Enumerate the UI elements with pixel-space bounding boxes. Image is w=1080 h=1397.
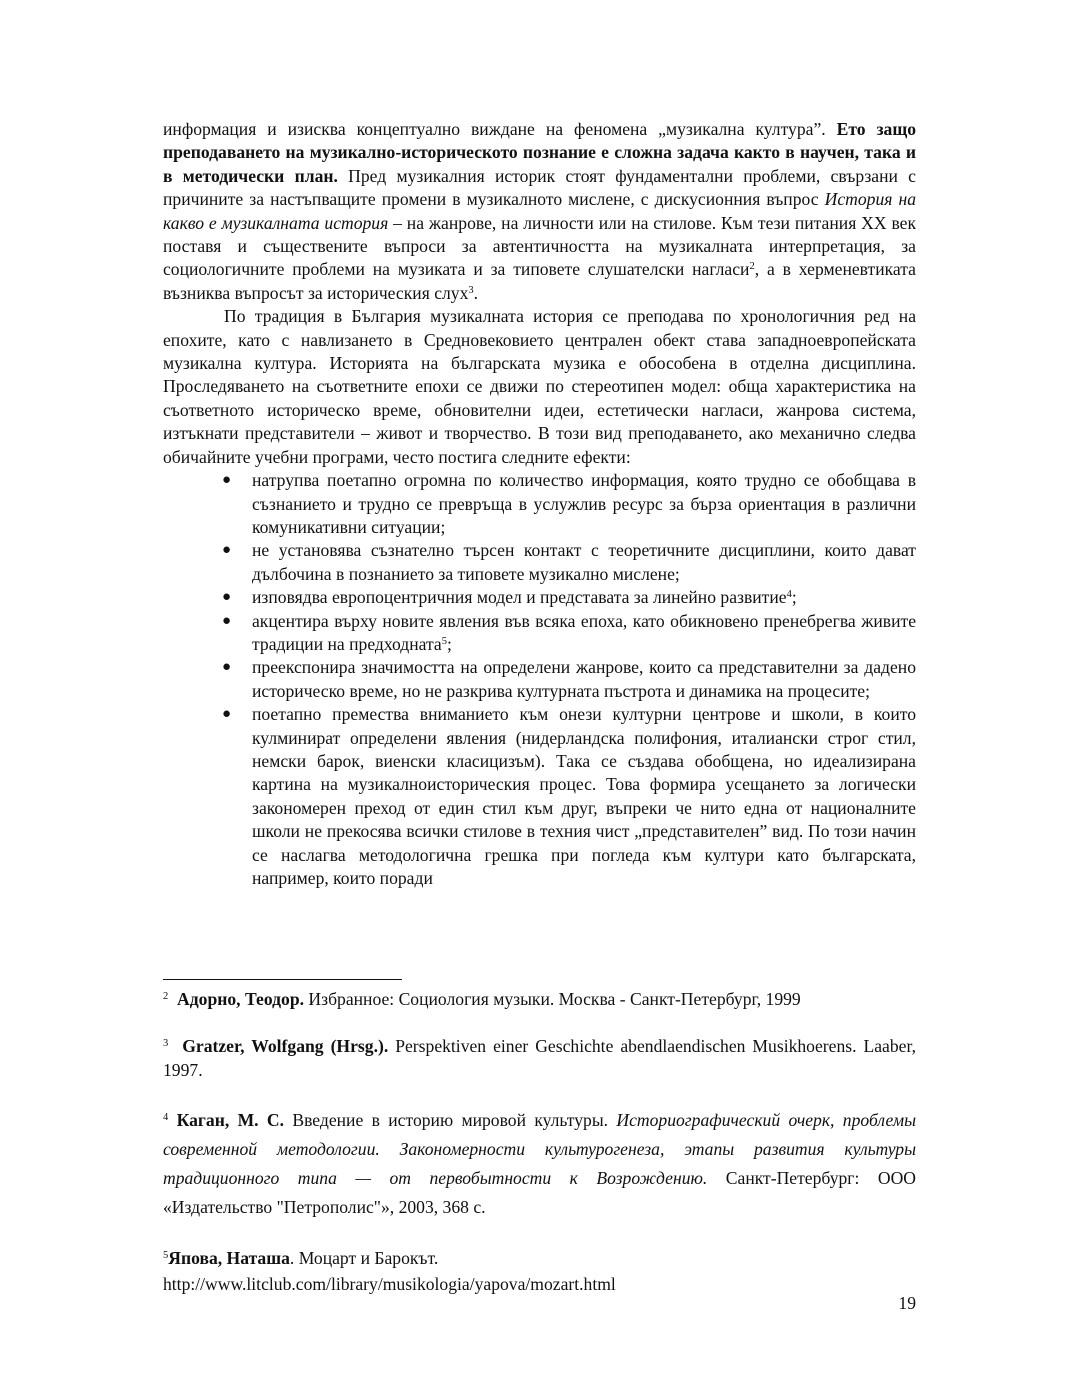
list-item: ● не установява съзнателно търсен контакт с теоретичните дисциплини, които дават дълбочина в познанието за типовете музикално мислене; [222, 540, 916, 584]
footnote-ref-3[interactable]: 3 [468, 284, 474, 296]
paragraph-1: информация и изисква концептуално виждане на феномена „музикална култура”. Ето защо преподаването на музикално-историческото познание е сложна задача както в научен, така и в методически план. Пред музикалния историк стоят фундаментални проблеми, свързани с причините за настъпващите промени в музикалното мислене, с дискусионния въпрос История на какво е музикалната история – на жанрове, на личности или на стилове. Към тези питания XX век поставя и съществените въпроси за автентичността на музикалната интерпретация, за социологичните проблеми на музиката и за типовете слушателски нагласи$^2$, а в херменевтиката възниква въпросът за историческия слух$^3$. [163, 119, 916, 303]
footnote-3: $^3$ Gratzer, Wolfgang (Hrsg.). Perspektiven einer Geschichte abendlaendischen Musikhoerens. Laaber, 1997. [163, 1036, 916, 1080]
footnote-divider [163, 979, 402, 980]
list-item: ● акцентира върху новите явления във всяка епоха, като обикновено пренебрегва живите традиции на предходната$^5$; [222, 610, 916, 654]
effects-list [163, 469, 916, 890]
bullet-icon: ● [222, 706, 232, 723]
list-item: ● натрупва поетапно огромна по количество информация, която трудно се обобщава в съзнанието и трудно се превръща в услужлив ресурс за бърза ориентация в различни комуникативни ситуации; [222, 470, 916, 537]
list-item: ● изповядва европоцентричния модел и представата за линейно развитие$^4$; [252, 586, 916, 609]
page-number: 19 [898, 1293, 916, 1313]
bullet-icon: ● [222, 472, 232, 489]
bullet-icon: ● [222, 589, 232, 606]
footnotes [163, 988, 916, 1297]
main-text [163, 118, 916, 890]
footnote-ref-2[interactable]: 2 [749, 261, 755, 273]
paragraph-2: По традиция в България музикалната история се преподава по хронологичния ред на епохите, като с навлизането в Средновековието централен обект става западноевропейската музикална култура. Историята на българската музика е обособена в отделна дисциплина. Проследяването на съответните епохи се движи по стереотипен модел: обща характеристика на съответното историческо време, обновителни идеи, естетически нагласи, жанрова система, изтъкнати представители – живот и творчество. В този вид преподаването, ако механично следва обичайните учебни програми, често постига следните ефекти: [163, 306, 916, 467]
emphasis-italic: История на какво е музикалната история [163, 189, 916, 233]
bullet-icon: ● [222, 612, 232, 629]
footnote-url-link[interactable]: http://www.litclub.com/library/musikologia/yapova/mozart.html [163, 1274, 616, 1294]
footnote-4: $^4$ Каган, М. С. Введение в историю мировой культуры. Историографический очерк, проблемы современной методологии. Закономерности культурогенеза, этапы развития культуры традиционного типа — от первобытности к Возрождению. Санкт-Петербург: ООО «Издательство "Петрополис"», 2003, 368 с. [163, 1110, 916, 1217]
footnote-ref-5[interactable]: 5 [441, 635, 447, 647]
list-item: ● поетапно премества вниманието към онези културни центрове и школи, в които кулминират определени явления (нидерландска полифония, италиански строг стил, немски барок, виенски класицизъм). Така се създава обобщена, но идеализирана картина на музикалноисторическия процес. Това формира усещането за логически закономерен преход от един стил към друг, въпреки че нито една от националните школи не прекосява всички стилове в техния чист „представителен” вид. По този начин се наслагва методологична грешка при погледа към култури като българската, например, които поради [222, 704, 916, 888]
bullet-icon: ● [222, 542, 232, 559]
footnote-2: $^2$ Адорно, Теодор. Избранное: Социология музыки. Москва - Санкт-Петербург, 1999 [163, 989, 801, 1009]
footnote-ref-4[interactable]: 4 [786, 589, 792, 601]
footnote-5: $^5$Япова, Наташа. Моцарт и Барокът. http://www.litclub.com/library/musikologia/yapova/mozart.html [163, 1248, 616, 1294]
emphasis-bold: Ето защо преподаването на музикално-историческото познание е сложна задача както в научен, така и в методически план. [163, 119, 916, 186]
bullet-icon: ● [222, 659, 232, 676]
list-item: ● преекспонира значимостта на определени жанрове, които са представителни за дадено историческо време, но не разкрива културната пъстрота и динамика на процесите; [222, 657, 916, 701]
